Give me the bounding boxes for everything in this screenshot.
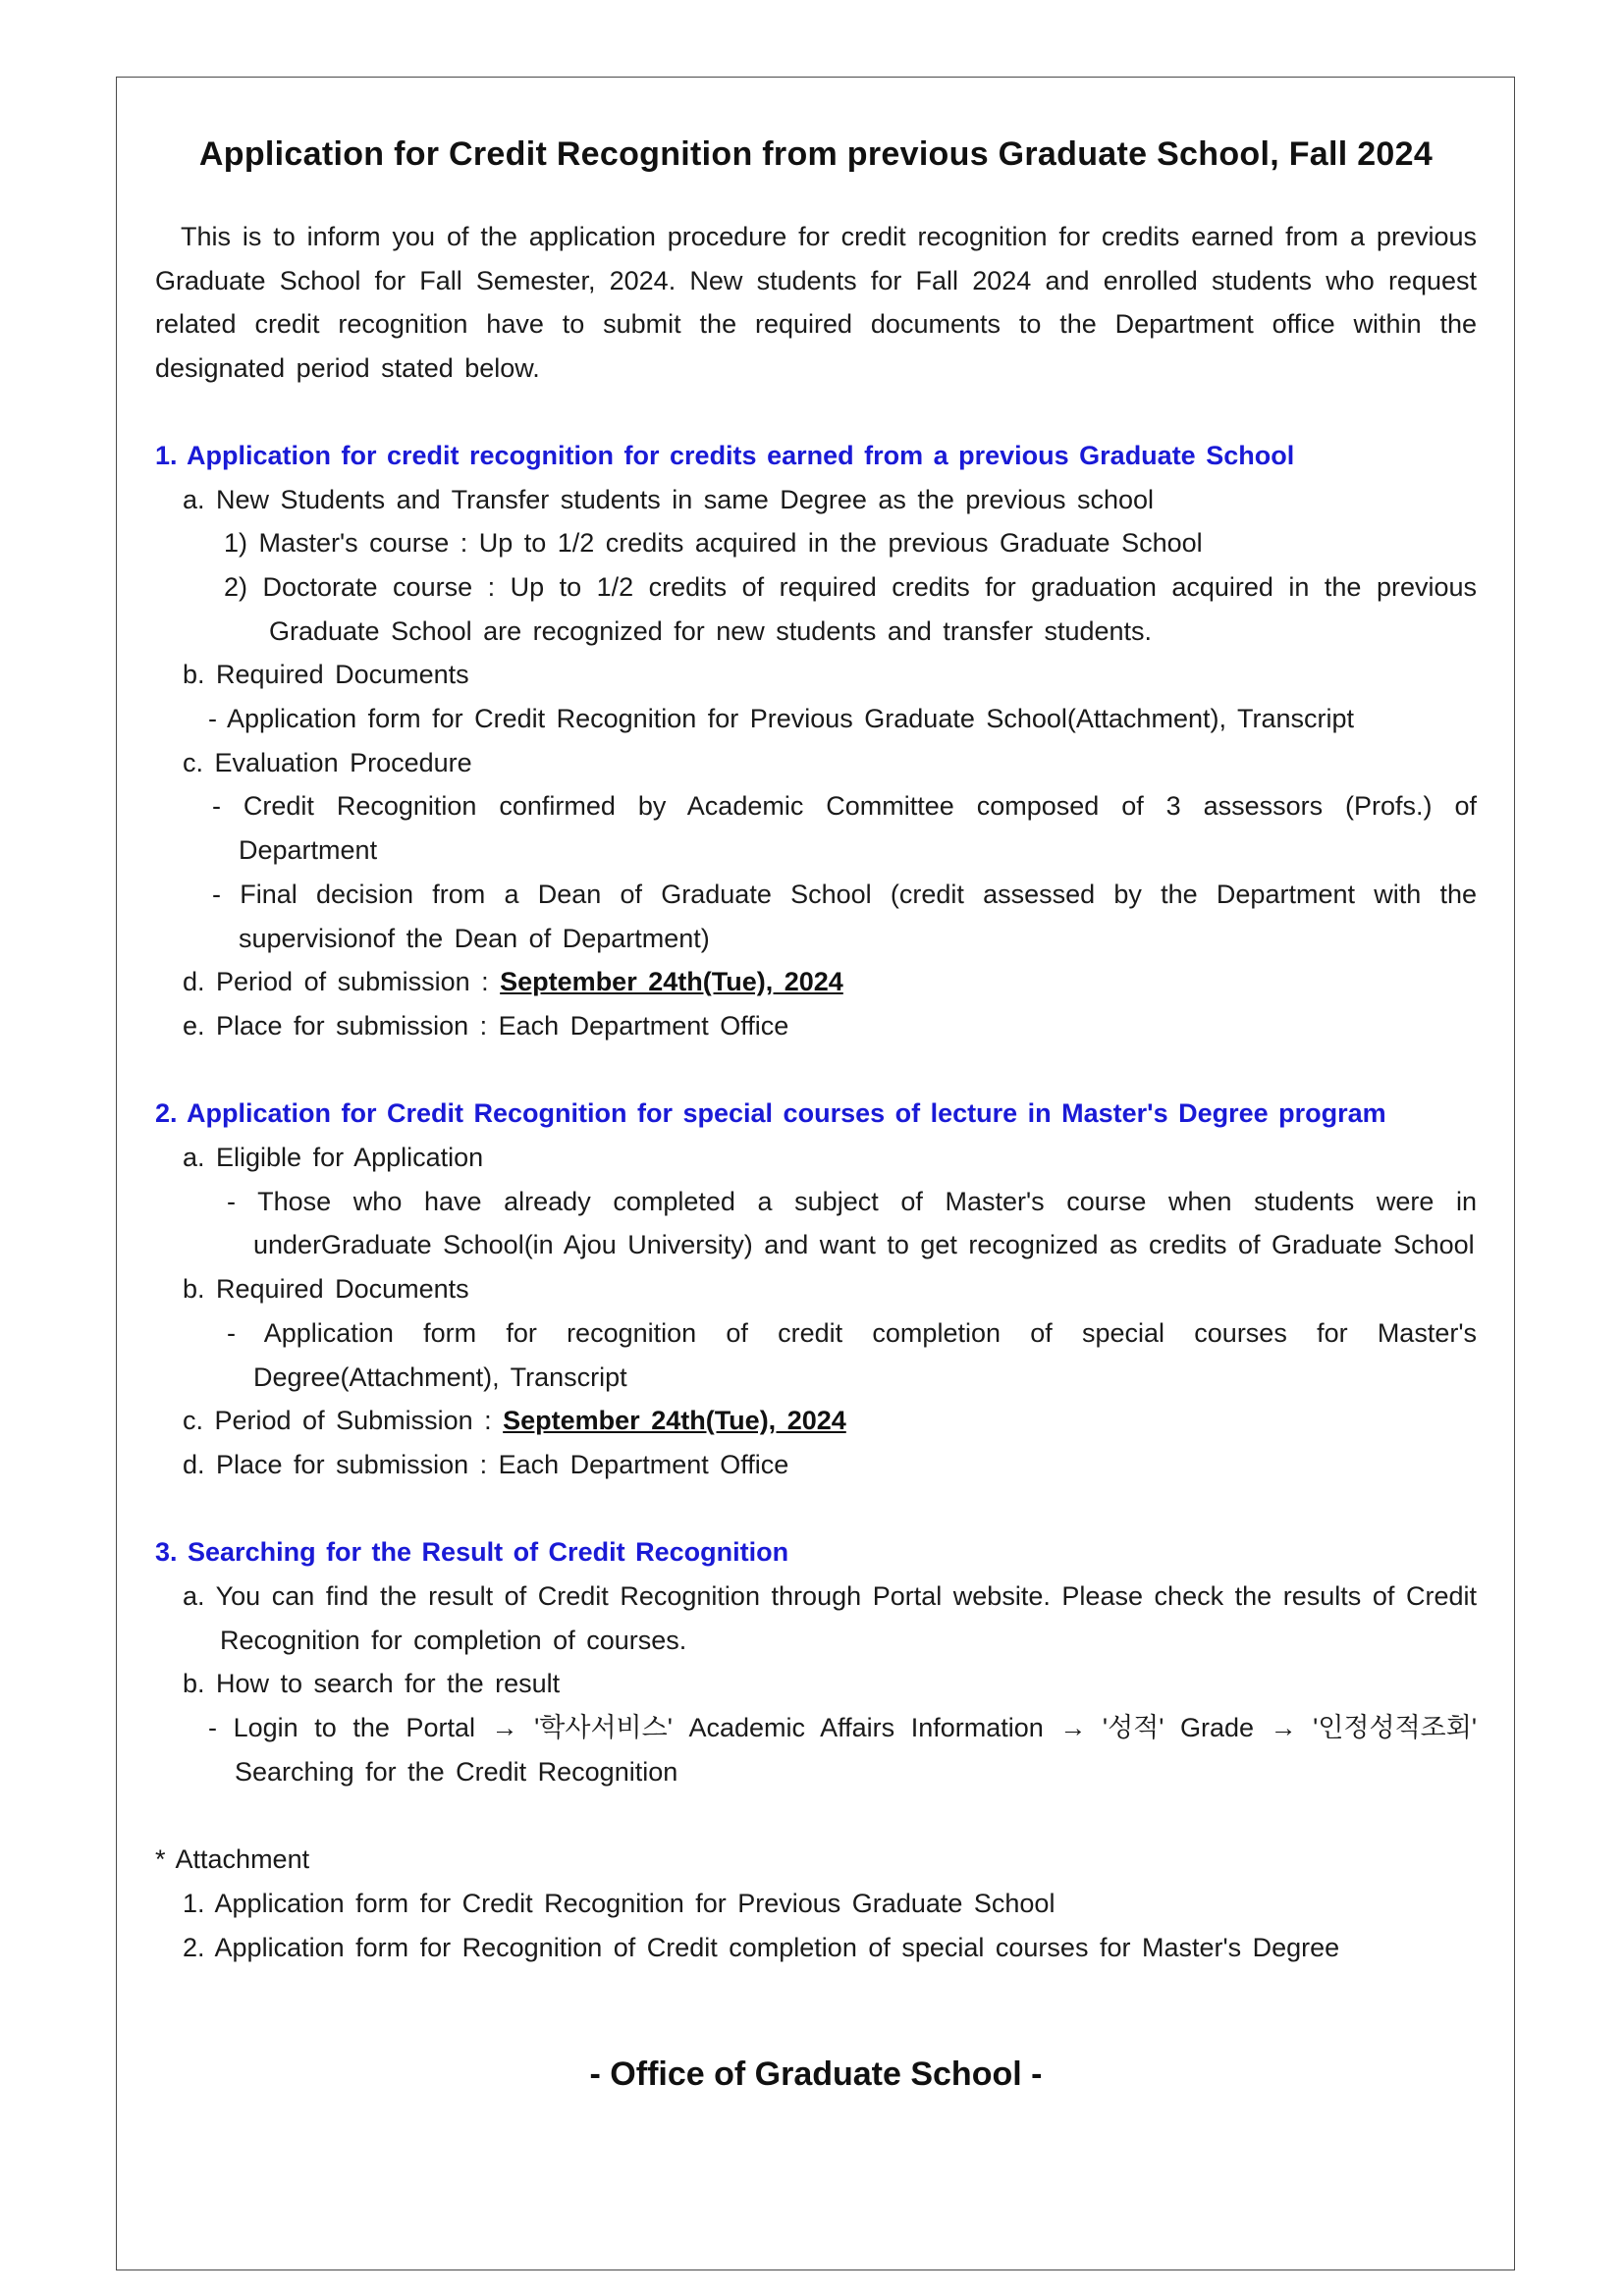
attachment-item-1: 1. Application form for Credit Recognition for Previous Graduate School <box>183 1888 1056 1918</box>
section-1-heading: 1. Application for credit recognition for credits earned from a previous Graduate School <box>155 440 1295 470</box>
section-3-item-a: a. You can find the result of Credit Recognition through Portal website. Please check the results of Credit Recognition for completion of courses. <box>183 1581 1477 1655</box>
submission-period-label: c. Period of Submission : <box>183 1406 504 1436</box>
section-1-item-a: a. New Students and Transfer students in same Degree as the previous school <box>183 484 1155 514</box>
attachment-heading: * Attachment <box>155 1844 310 1875</box>
section-1-item-b: b. Required Documents <box>183 660 469 690</box>
document-title: Application for Credit Recognition from previous Graduate School, Fall 2024 <box>198 135 1434 173</box>
submission-period-label: d. Period of submission : <box>183 967 501 997</box>
section-3-item-b: b. How to search for the result <box>183 1669 561 1699</box>
section-1-item-e: e. Place for submission : Each Department Office <box>183 1010 789 1041</box>
intro-paragraph: This is to inform you of the application procedure for credit recognition for credits earned from a previous Graduate School for Fall Semester, 2024. New students for Fall 2024 and enrolled students who request related credit recognition have to submit the required documents to the Department office within the designated period stated below. <box>155 222 1477 384</box>
submission-deadline: September 24th(Tue), 2024 <box>503 1406 846 1436</box>
section-1-item-c2: - Final decision from a Dean of Graduate School (credit assessed by the Department with the supervisionof the Dean of Department) <box>212 879 1477 953</box>
document-body <box>155 128 1477 2094</box>
section-3-item-b1: - Login to the Portal → '학사서비스' Academic Affairs Information → '성적' Grade → '인정성적조회' Searching for the Credit Recognition <box>208 1713 1477 1787</box>
section-2-item-c <box>155 1399 1477 1443</box>
section-1-item-d <box>155 960 1477 1004</box>
section-1-item-a1: 1) Master's course : Up to 1/2 credits acquired in the previous Graduate School <box>224 528 1203 559</box>
section-3-heading: 3. Searching for the Result of Credit Recognition <box>155 1537 789 1568</box>
office-signature: - Office of Graduate School - <box>589 2056 1043 2094</box>
submission-deadline: September 24th(Tue), 2024 <box>500 967 843 997</box>
attachment-item-2: 2. Application form for Recognition of Credit completion of special courses for Master's Degree <box>183 1932 1340 1962</box>
section-1-item-c1: - Credit Recognition confirmed by Academic Committee composed of 3 assessors (Profs.) of Department <box>212 791 1477 866</box>
section-1-item-a2: 2) Doctorate course : Up to 1/2 credits of required credits for graduation acquired in the previous Graduate School are recognized for new students and transfer students. <box>224 571 1477 646</box>
section-1-item-c: c. Evaluation Procedure <box>183 747 472 777</box>
section-2-item-a: a. Eligible for Application <box>183 1143 484 1173</box>
section-2-item-a1: - Those who have already completed a subject of Master's course when students were in underGraduate School(in Ajou University) and want to get recognized as credits of Graduate School <box>227 1186 1477 1260</box>
section-2-item-b1: - Application form for recognition of credit completion of special courses for Master's Degree(Attachment), Transcript <box>227 1317 1477 1392</box>
section-1-item-b1: - Application form for Credit Recognition for Previous Graduate School(Attachment), Transcript <box>208 704 1354 734</box>
section-2-heading: 2. Application for Credit Recognition for special courses of lecture in Master's Degree program <box>155 1098 1386 1129</box>
section-2-item-b: b. Required Documents <box>183 1274 469 1305</box>
section-2-item-d: d. Place for submission : Each Department Office <box>183 1449 789 1479</box>
